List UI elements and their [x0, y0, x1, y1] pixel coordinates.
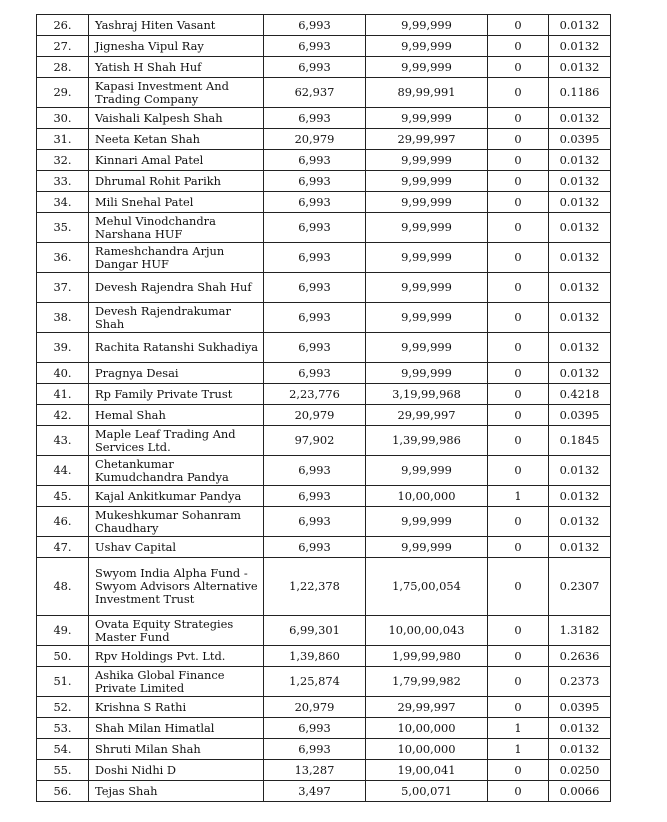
- amount-cell: 29,99,997: [366, 697, 488, 718]
- amount-cell: 1,75,00,054: [366, 558, 488, 616]
- amount-cell: 1,99,99,980: [366, 646, 488, 667]
- allottee-name-cell: Doshi Nidhi D: [89, 760, 264, 781]
- shares-cell: 6,993: [264, 363, 366, 384]
- amount-cell: 9,99,999: [366, 456, 488, 486]
- percentage-cell: 0.0132: [549, 537, 611, 558]
- allotment-table-page: [36, 14, 610, 802]
- serial-number-cell: 49.: [37, 616, 89, 646]
- percentage-cell: 0.0395: [549, 405, 611, 426]
- table-row: [37, 486, 611, 507]
- amount-cell: 9,99,999: [366, 57, 488, 78]
- amount-cell: 9,99,999: [366, 303, 488, 333]
- serial-number-cell: 50.: [37, 646, 89, 667]
- table-row: [37, 303, 611, 333]
- count-cell: 1: [488, 486, 549, 507]
- allottee-name-cell: Ashika Global Finance Private Limited: [89, 667, 264, 697]
- percentage-cell: 0.0132: [549, 213, 611, 243]
- table-row: [37, 150, 611, 171]
- serial-number-cell: 27.: [37, 36, 89, 57]
- percentage-cell: 0.0132: [549, 36, 611, 57]
- serial-number-cell: 30.: [37, 108, 89, 129]
- percentage-cell: 0.0395: [549, 697, 611, 718]
- percentage-cell: 0.0395: [549, 129, 611, 150]
- table-row: [37, 78, 611, 108]
- table-row: [37, 384, 611, 405]
- amount-cell: 10,00,000: [366, 486, 488, 507]
- amount-cell: 9,99,999: [366, 507, 488, 537]
- shares-cell: 6,993: [264, 15, 366, 36]
- amount-cell: 9,99,999: [366, 15, 488, 36]
- serial-number-cell: 56.: [37, 781, 89, 802]
- serial-number-cell: 43.: [37, 426, 89, 456]
- amount-cell: 9,99,999: [366, 273, 488, 303]
- shares-cell: 97,902: [264, 426, 366, 456]
- count-cell: 0: [488, 213, 549, 243]
- percentage-cell: 0.0132: [549, 171, 611, 192]
- table-row: [37, 760, 611, 781]
- count-cell: 0: [488, 303, 549, 333]
- serial-number-cell: 53.: [37, 718, 89, 739]
- allottee-name-cell: Mehul Vinodchandra Narshana HUF: [89, 213, 264, 243]
- amount-cell: 9,99,999: [366, 333, 488, 363]
- count-cell: 0: [488, 333, 549, 363]
- count-cell: 1: [488, 718, 549, 739]
- shares-cell: 6,993: [264, 192, 366, 213]
- percentage-cell: 0.2636: [549, 646, 611, 667]
- table-row: [37, 363, 611, 384]
- amount-cell: 9,99,999: [366, 36, 488, 57]
- amount-cell: 9,99,999: [366, 537, 488, 558]
- serial-number-cell: 39.: [37, 333, 89, 363]
- percentage-cell: 0.0132: [549, 303, 611, 333]
- table-row: [37, 192, 611, 213]
- amount-cell: 19,00,041: [366, 760, 488, 781]
- amount-cell: 3,19,99,968: [366, 384, 488, 405]
- serial-number-cell: 32.: [37, 150, 89, 171]
- table-row: [37, 558, 611, 616]
- amount-cell: 9,99,999: [366, 213, 488, 243]
- allottee-name-cell: Dhrumal Rohit Parikh: [89, 171, 264, 192]
- count-cell: 0: [488, 36, 549, 57]
- table-row: [37, 108, 611, 129]
- table-row: [37, 15, 611, 36]
- amount-cell: 5,00,071: [366, 781, 488, 802]
- shares-cell: 2,23,776: [264, 384, 366, 405]
- amount-cell: 1,39,99,986: [366, 426, 488, 456]
- shares-cell: 6,99,301: [264, 616, 366, 646]
- shares-cell: 13,287: [264, 760, 366, 781]
- amount-cell: 9,99,999: [366, 363, 488, 384]
- percentage-cell: 0.0132: [549, 192, 611, 213]
- shares-cell: 3,497: [264, 781, 366, 802]
- count-cell: 0: [488, 646, 549, 667]
- percentage-cell: 0.0132: [549, 150, 611, 171]
- count-cell: 0: [488, 273, 549, 303]
- serial-number-cell: 47.: [37, 537, 89, 558]
- table-row: [37, 781, 611, 802]
- serial-number-cell: 33.: [37, 171, 89, 192]
- percentage-cell: 0.1186: [549, 78, 611, 108]
- shares-cell: 1,39,860: [264, 646, 366, 667]
- amount-cell: 9,99,999: [366, 192, 488, 213]
- percentage-cell: 0.0066: [549, 781, 611, 802]
- amount-cell: 9,99,999: [366, 171, 488, 192]
- count-cell: 0: [488, 697, 549, 718]
- count-cell: 0: [488, 363, 549, 384]
- amount-cell: 9,99,999: [366, 243, 488, 273]
- allottee-name-cell: Chetankumar Kumudchandra Pandya: [89, 456, 264, 486]
- shares-cell: 6,993: [264, 213, 366, 243]
- allottee-name-cell: Shah Milan Himatlal: [89, 718, 264, 739]
- table-row: [37, 129, 611, 150]
- shares-cell: 1,22,378: [264, 558, 366, 616]
- allottee-name-cell: Maple Leaf Trading And Services Ltd.: [89, 426, 264, 456]
- table-row: [37, 213, 611, 243]
- count-cell: 0: [488, 108, 549, 129]
- allottee-name-cell: Kinnari Amal Patel: [89, 150, 264, 171]
- percentage-cell: 0.2373: [549, 667, 611, 697]
- table-body: [37, 15, 611, 802]
- table-row: [37, 616, 611, 646]
- allottee-name-cell: Yashraj Hiten Vasant: [89, 15, 264, 36]
- table-row: [37, 456, 611, 486]
- percentage-cell: 0.0132: [549, 108, 611, 129]
- count-cell: 0: [488, 456, 549, 486]
- amount-cell: 29,99,997: [366, 405, 488, 426]
- table-row: [37, 36, 611, 57]
- shares-cell: 20,979: [264, 405, 366, 426]
- serial-number-cell: 36.: [37, 243, 89, 273]
- count-cell: 0: [488, 781, 549, 802]
- shares-cell: 6,993: [264, 243, 366, 273]
- allottee-name-cell: Devesh Rajendrakumar Shah: [89, 303, 264, 333]
- allottee-name-cell: Shruti Milan Shah: [89, 739, 264, 760]
- allottee-name-cell: Ushav Capital: [89, 537, 264, 558]
- serial-number-cell: 28.: [37, 57, 89, 78]
- allottee-name-cell: Rameshchandra Arjun Dangar HUF: [89, 243, 264, 273]
- shares-cell: 6,993: [264, 333, 366, 363]
- amount-cell: 10,00,00,043: [366, 616, 488, 646]
- count-cell: 0: [488, 426, 549, 456]
- count-cell: 0: [488, 78, 549, 108]
- percentage-cell: 0.4218: [549, 384, 611, 405]
- table-row: [37, 646, 611, 667]
- count-cell: 0: [488, 558, 549, 616]
- count-cell: 0: [488, 667, 549, 697]
- allottee-name-cell: Kajal Ankitkumar Pandya: [89, 486, 264, 507]
- shares-cell: 20,979: [264, 129, 366, 150]
- percentage-cell: 0.0132: [549, 363, 611, 384]
- count-cell: 0: [488, 760, 549, 781]
- percentage-cell: 0.0132: [549, 15, 611, 36]
- amount-cell: 29,99,997: [366, 129, 488, 150]
- allottee-name-cell: Hemal Shah: [89, 405, 264, 426]
- shares-cell: 20,979: [264, 697, 366, 718]
- table-row: [37, 57, 611, 78]
- shares-cell: 6,993: [264, 303, 366, 333]
- amount-cell: 1,79,99,982: [366, 667, 488, 697]
- count-cell: 0: [488, 243, 549, 273]
- shares-cell: 62,937: [264, 78, 366, 108]
- count-cell: 0: [488, 15, 549, 36]
- table-row: [37, 171, 611, 192]
- serial-number-cell: 54.: [37, 739, 89, 760]
- serial-number-cell: 35.: [37, 213, 89, 243]
- table-row: [37, 426, 611, 456]
- percentage-cell: 0.0132: [549, 739, 611, 760]
- shares-cell: 6,993: [264, 36, 366, 57]
- percentage-cell: 0.0250: [549, 760, 611, 781]
- allottee-name-cell: Mukeshkumar Sohanram Chaudhary: [89, 507, 264, 537]
- percentage-cell: 0.1845: [549, 426, 611, 456]
- serial-number-cell: 42.: [37, 405, 89, 426]
- shares-cell: 6,993: [264, 537, 366, 558]
- shares-cell: 6,993: [264, 108, 366, 129]
- serial-number-cell: 34.: [37, 192, 89, 213]
- table-row: [37, 273, 611, 303]
- serial-number-cell: 38.: [37, 303, 89, 333]
- serial-number-cell: 52.: [37, 697, 89, 718]
- shares-cell: 6,993: [264, 150, 366, 171]
- amount-cell: 9,99,999: [366, 108, 488, 129]
- count-cell: 0: [488, 507, 549, 537]
- percentage-cell: 1.3182: [549, 616, 611, 646]
- allottee-name-cell: Pragnya Desai: [89, 363, 264, 384]
- percentage-cell: 0.0132: [549, 273, 611, 303]
- serial-number-cell: 51.: [37, 667, 89, 697]
- count-cell: 1: [488, 739, 549, 760]
- count-cell: 0: [488, 384, 549, 405]
- serial-number-cell: 40.: [37, 363, 89, 384]
- table-row: [37, 333, 611, 363]
- serial-number-cell: 45.: [37, 486, 89, 507]
- shares-cell: 1,25,874: [264, 667, 366, 697]
- amount-cell: 10,00,000: [366, 739, 488, 760]
- serial-number-cell: 26.: [37, 15, 89, 36]
- allottee-name-cell: Rachita Ratanshi Sukhadiya: [89, 333, 264, 363]
- shares-cell: 6,993: [264, 171, 366, 192]
- allottee-name-cell: Yatish H Shah Huf: [89, 57, 264, 78]
- allottee-name-cell: Swyom India Alpha Fund - Swyom Advisors Alternative Investment Trust: [89, 558, 264, 616]
- percentage-cell: 0.0132: [549, 57, 611, 78]
- allottee-name-cell: Vaishali Kalpesh Shah: [89, 108, 264, 129]
- allottee-name-cell: Mili Snehal Patel: [89, 192, 264, 213]
- serial-number-cell: 48.: [37, 558, 89, 616]
- table-row: [37, 405, 611, 426]
- count-cell: 0: [488, 129, 549, 150]
- allottee-name-cell: Tejas Shah: [89, 781, 264, 802]
- table-row: [37, 718, 611, 739]
- percentage-cell: 0.0132: [549, 333, 611, 363]
- amount-cell: 9,99,999: [366, 150, 488, 171]
- count-cell: 0: [488, 405, 549, 426]
- allotment-table: [36, 14, 611, 802]
- count-cell: 0: [488, 150, 549, 171]
- count-cell: 0: [488, 192, 549, 213]
- shares-cell: 6,993: [264, 273, 366, 303]
- serial-number-cell: 55.: [37, 760, 89, 781]
- allottee-name-cell: Ovata Equity Strategies Master Fund: [89, 616, 264, 646]
- allottee-name-cell: Krishna S Rathi: [89, 697, 264, 718]
- percentage-cell: 0.0132: [549, 243, 611, 273]
- percentage-cell: 0.2307: [549, 558, 611, 616]
- table-row: [37, 243, 611, 273]
- shares-cell: 6,993: [264, 507, 366, 537]
- table-row: [37, 667, 611, 697]
- shares-cell: 6,993: [264, 718, 366, 739]
- amount-cell: 89,99,991: [366, 78, 488, 108]
- percentage-cell: 0.0132: [549, 718, 611, 739]
- serial-number-cell: 41.: [37, 384, 89, 405]
- count-cell: 0: [488, 616, 549, 646]
- percentage-cell: 0.0132: [549, 507, 611, 537]
- shares-cell: 6,993: [264, 486, 366, 507]
- allottee-name-cell: Devesh Rajendra Shah Huf: [89, 273, 264, 303]
- serial-number-cell: 44.: [37, 456, 89, 486]
- allottee-name-cell: Kapasi Investment And Trading Company: [89, 78, 264, 108]
- table-row: [37, 739, 611, 760]
- count-cell: 0: [488, 537, 549, 558]
- shares-cell: 6,993: [264, 57, 366, 78]
- count-cell: 0: [488, 171, 549, 192]
- serial-number-cell: 37.: [37, 273, 89, 303]
- serial-number-cell: 46.: [37, 507, 89, 537]
- allottee-name-cell: Neeta Ketan Shah: [89, 129, 264, 150]
- percentage-cell: 0.0132: [549, 486, 611, 507]
- allottee-name-cell: Rp Family Private Trust: [89, 384, 264, 405]
- serial-number-cell: 31.: [37, 129, 89, 150]
- allottee-name-cell: Jignesha Vipul Ray: [89, 36, 264, 57]
- table-row: [37, 697, 611, 718]
- count-cell: 0: [488, 57, 549, 78]
- allottee-name-cell: Rpv Holdings Pvt. Ltd.: [89, 646, 264, 667]
- shares-cell: 6,993: [264, 456, 366, 486]
- amount-cell: 10,00,000: [366, 718, 488, 739]
- percentage-cell: 0.0132: [549, 456, 611, 486]
- table-row: [37, 507, 611, 537]
- shares-cell: 6,993: [264, 739, 366, 760]
- serial-number-cell: 29.: [37, 78, 89, 108]
- table-row: [37, 537, 611, 558]
